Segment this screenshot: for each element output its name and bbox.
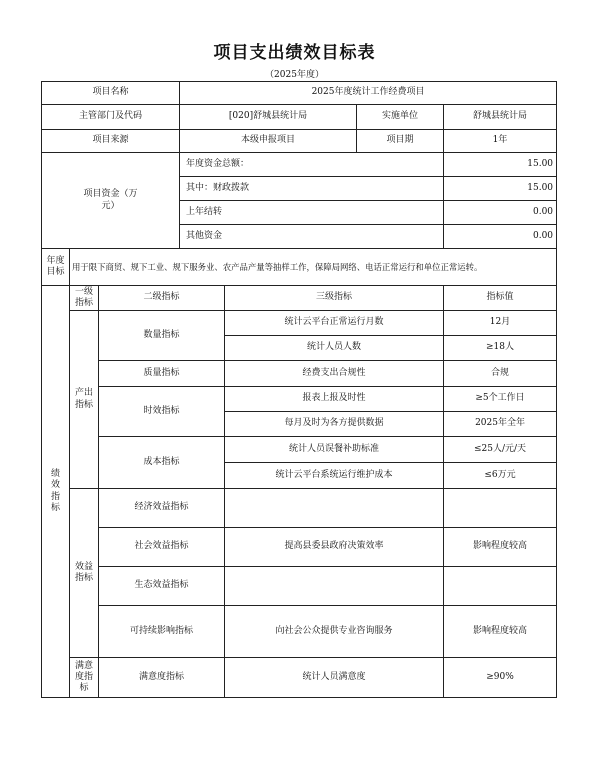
indicator-name-8 bbox=[225, 489, 444, 528]
indicator-value-10 bbox=[444, 567, 557, 606]
page-title: 项目支出绩效目标表 bbox=[213, 43, 376, 63]
satisfaction-indicator-label bbox=[70, 658, 99, 698]
social-indicator-label: 社会效益指标 bbox=[99, 528, 225, 567]
impl-label: 实施单位 bbox=[357, 105, 444, 130]
project-name-value: 2025年度统计工作经费项目 bbox=[180, 82, 557, 105]
funds-label bbox=[42, 153, 180, 249]
indicator-value-5: 2025年全年 bbox=[444, 412, 557, 437]
funds-fiscal-label: 其中：财政拨款 bbox=[180, 177, 444, 201]
funds-fiscal-value: 15.00 bbox=[444, 177, 557, 201]
indicator-value-3: 合规 bbox=[444, 361, 557, 387]
page-subtitle: （2025年度） bbox=[265, 70, 324, 80]
indicators-group-text: 绩效指标 bbox=[50, 469, 60, 513]
header-value: 指标值 bbox=[444, 286, 557, 311]
indicator-value-6: ≤25人/元/天 bbox=[444, 437, 557, 463]
benefit-indicator-label bbox=[70, 489, 99, 658]
indicator-value-9: 影响程度较高 bbox=[444, 528, 557, 567]
funds-carryover-value: 0.00 bbox=[444, 201, 557, 225]
funds-label-text: 项目资金（万元） bbox=[83, 189, 138, 211]
indicator-name-4: 报表上报及时性 bbox=[225, 387, 444, 412]
indicator-name-5: 每月及时为各方提供数据 bbox=[225, 412, 444, 437]
indicator-name-7: 统计云平台系统运行维护成本 bbox=[225, 463, 444, 489]
goal-label-text: 年度目标 bbox=[46, 255, 65, 277]
cost-indicator-label: 成本指标 bbox=[99, 437, 225, 489]
funds-other-label: 其他资金 bbox=[180, 225, 444, 249]
header-level1-text: 一级指标 bbox=[74, 286, 93, 308]
project-name-label: 项目名称 bbox=[42, 82, 180, 105]
funds-carryover-label: 上年结转 bbox=[180, 201, 444, 225]
impl-value: 舒城县统计局 bbox=[444, 105, 557, 130]
time-indicator-label: 时效指标 bbox=[99, 387, 225, 437]
header-level2: 二级指标 bbox=[99, 286, 225, 311]
funds-total-label: 年度资金总额： bbox=[180, 153, 444, 177]
header-level1 bbox=[70, 286, 99, 311]
goal-text: 用于限下商贸、规下工业、规下服务业、农产品产量等抽样工作，保障局网络、电话正常运行和单位正常运转。 bbox=[70, 249, 557, 286]
goal-label bbox=[42, 249, 70, 286]
indicator-value-12: ≥90% bbox=[444, 658, 557, 698]
indicator-value-8 bbox=[444, 489, 557, 528]
performance-table bbox=[41, 81, 557, 698]
indicator-name-1: 统计云平台正常运行月数 bbox=[225, 311, 444, 336]
indicator-value-1: 12月 bbox=[444, 311, 557, 336]
indicator-name-2: 统计人员人数 bbox=[225, 336, 444, 361]
indicator-name-9: 提高县委县政府决策效率 bbox=[225, 528, 444, 567]
indicator-name-12: 统计人员满意度 bbox=[225, 658, 444, 698]
dept-label: 主管部门及代码 bbox=[42, 105, 180, 130]
source-value: 本级申报项目 bbox=[180, 130, 357, 153]
satisfaction2-indicator-label: 满意度指标 bbox=[99, 658, 225, 698]
source-label: 项目来源 bbox=[42, 130, 180, 153]
indicator-name-6: 统计人员误餐补助标准 bbox=[225, 437, 444, 463]
indicator-name-10 bbox=[225, 567, 444, 606]
benefit-indicator-text: 效益指标 bbox=[74, 561, 93, 583]
economic-indicator-label: 经济效益指标 bbox=[99, 489, 225, 528]
quality-indicator-label: 质量指标 bbox=[99, 361, 225, 387]
indicator-value-11: 影响程度较高 bbox=[444, 606, 557, 658]
indicator-value-2: ≥18人 bbox=[444, 336, 557, 361]
indicator-name-11: 向社会公众提供专业咨询服务 bbox=[225, 606, 444, 658]
funds-other-value: 0.00 bbox=[444, 225, 557, 249]
indicators-group-label bbox=[42, 286, 70, 698]
output-indicator-label bbox=[70, 311, 99, 489]
satisfaction-indicator-text: 满意度指标 bbox=[74, 660, 93, 694]
output-indicator-text: 产出指标 bbox=[74, 388, 93, 410]
indicator-value-7: ≤6万元 bbox=[444, 463, 557, 489]
header-level3: 三级指标 bbox=[225, 286, 444, 311]
indicator-value-4: ≥5个工作日 bbox=[444, 387, 557, 412]
period-value: 1年 bbox=[444, 130, 557, 153]
quantity-indicator-label: 数量指标 bbox=[99, 311, 225, 361]
period-label: 项目期 bbox=[357, 130, 444, 153]
indicator-name-3: 经费支出合规性 bbox=[225, 361, 444, 387]
funds-total-value: 15.00 bbox=[444, 153, 557, 177]
dept-value: [020]舒城县统计局 bbox=[180, 105, 357, 130]
ecology-indicator-label: 生态效益指标 bbox=[99, 567, 225, 606]
sustain-indicator-label: 可持续影响指标 bbox=[99, 606, 225, 658]
